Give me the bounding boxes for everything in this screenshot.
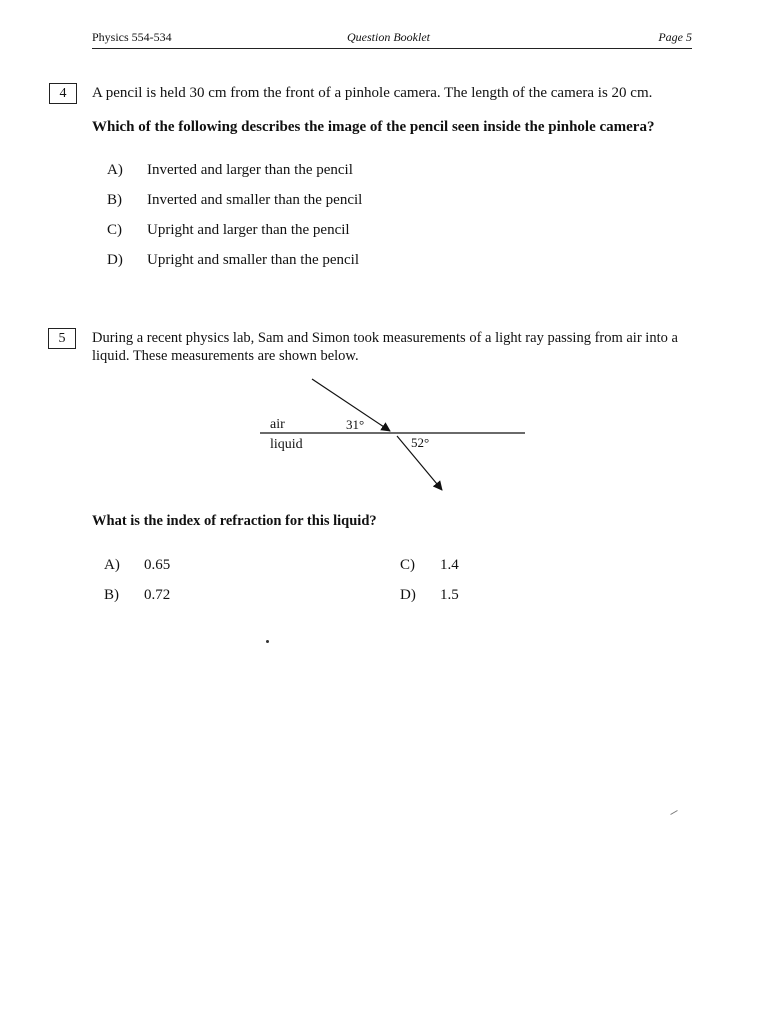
answer-option[interactable] [104, 557, 170, 574]
answer-option[interactable] [107, 162, 353, 179]
page-header [92, 30, 692, 49]
booklet-title: Question Booklet [347, 30, 430, 44]
question-prompt: What is the index of refraction for this liquid? [92, 513, 377, 529]
stray-mark-dot [266, 640, 269, 643]
option-text: Inverted and smaller than the pencil [147, 192, 363, 208]
option-text: 0.65 [144, 557, 171, 573]
answer-option[interactable] [400, 557, 459, 574]
answer-option[interactable] [400, 587, 459, 604]
option-letter: A) [104, 557, 120, 573]
question-stem-line-2: liquid. These measurements are shown below. [92, 348, 359, 364]
option-text: 1.5 [440, 587, 459, 603]
stray-mark-line [670, 810, 677, 815]
option-text: 1.4 [440, 557, 459, 573]
option-text: 0.72 [144, 587, 171, 603]
option-letter: D) [400, 587, 416, 603]
question-number-box: 4 [49, 83, 77, 104]
question-stem-line-1: During a recent physics lab, Sam and Simon took measurements of a light ray passing from air into a [92, 330, 678, 346]
air-label: air [270, 417, 285, 432]
question-stem: A pencil is held 30 cm from the front of a pinhole camera. The length of the camera is 20 cm. [92, 85, 653, 101]
option-text: Upright and larger than the pencil [147, 222, 350, 238]
option-letter: B) [107, 192, 122, 208]
question-prompt: Which of the following describes the image of the pencil seen inside the pinhole camera? [92, 119, 655, 135]
answer-option[interactable] [104, 587, 170, 604]
liquid-label: liquid [270, 437, 303, 452]
option-letter: D) [107, 252, 123, 268]
refraction-diagram [250, 372, 540, 502]
option-letter: C) [107, 222, 122, 238]
option-text: Inverted and larger than the pencil [147, 162, 353, 178]
question-number-box: 5 [48, 328, 76, 349]
page-number: Page 5 [658, 30, 692, 44]
answer-option[interactable] [107, 192, 362, 209]
option-letter: A) [107, 162, 123, 178]
option-letter: C) [400, 557, 415, 573]
option-letter: B) [104, 587, 119, 603]
option-text: Upright and smaller than the pencil [147, 252, 360, 268]
incident-angle-label: 31° [346, 417, 365, 432]
course-code: Physics 554-534 [92, 30, 172, 44]
answer-option[interactable] [107, 222, 350, 239]
refracted-angle-label: 52° [411, 435, 430, 450]
answer-option[interactable] [107, 252, 359, 269]
